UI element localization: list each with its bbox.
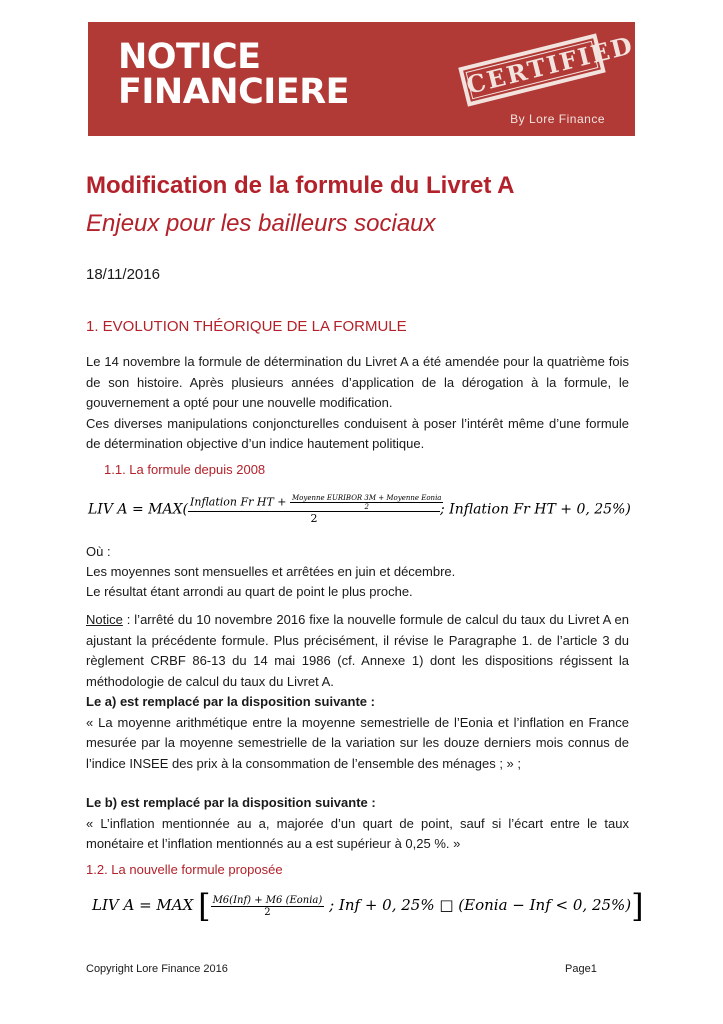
right-bracket: ] — [631, 887, 644, 925]
clause-b-block — [86, 793, 629, 855]
brand-logo — [118, 37, 350, 112]
notes-block — [86, 542, 629, 602]
formula-denominator: 2 — [310, 512, 318, 525]
notice-block — [86, 610, 629, 774]
note-line: Le résultat étant arrondi au quart de point le plus proche. — [86, 584, 413, 599]
notice-text: : l’arrêté du 10 novembre 2016 fixe la nouvelle formule de calcul du taux du Livret A en ajustant la précédente formule. Plus précisément, il révise le Paragraphe 1. de l’article 3 du règlement CRBF 86-13 du 14 mai 1986 (cf. Annexe 1) dont les dispositions régissent la méthodologie de calcul du taux du Livret A. — [86, 612, 629, 689]
formula-rhs: ; Inf + 0, 25% □ (Eonia − Inf < 0, 25%) — [329, 896, 632, 914]
footer-page-number: Page1 — [565, 963, 597, 975]
inner-denominator: 2 — [364, 503, 369, 511]
byline: By Lore Finance — [510, 112, 605, 126]
formula-numerator: M6(Inf) + M6 (Eonia) — [212, 894, 323, 906]
formula-lhs: LIV A = MAX( — [88, 501, 189, 518]
formula-fraction — [211, 895, 325, 918]
formula-new — [92, 887, 644, 925]
formula-lhs: LIV A = MAX — [92, 896, 194, 914]
notice-label: Notice — [86, 612, 123, 627]
document-title: Modification de la formule du Livret A — [86, 172, 515, 199]
inner-numerator: Moyenne EURIBOR 3M + Moyenne Eonia — [292, 494, 442, 502]
certified-stamp: CERTIFIED — [458, 33, 605, 106]
clause-b-text: « L’inflation mentionnée au a, majorée d’un quart de point, sauf si l’écart entre le taux monétaire et l’inflation mentionnés au a est supérieur à 0,25 %. » — [86, 815, 629, 851]
formula-rhs: ; Inflation Fr HT + 0, 25%) — [440, 501, 631, 518]
formula-numerator — [188, 494, 440, 512]
header-banner — [88, 22, 635, 136]
formula-2008 — [88, 494, 631, 525]
footer-copyright: Copyright Lore Finance 2016 — [86, 963, 228, 975]
paragraph: Ces diverses manipulations conjoncturelles conduisent à poser l’intérêt même d’une formule de détermination objective d’un indice hautement politique. — [86, 415, 629, 451]
clause-a-heading: Le a) est remplacé par la disposition suivante : — [86, 694, 375, 709]
clause-b-heading: Le b) est remplacé par la disposition suivante : — [86, 795, 376, 810]
section-intro — [86, 352, 629, 455]
paragraph: Le 14 novembre la formule de détermination du Livret A a été amendée pour la quatrième fois de son histoire. Après plusieurs années d’application de la dérogation à la formule, le gouvernement a opté pour une nouvelle modification. — [86, 354, 629, 410]
subsection-heading: 1.1. La formule depuis 2008 — [104, 462, 266, 477]
brand-line-1: NOTICE — [118, 37, 261, 77]
inner-fraction — [290, 494, 443, 511]
numerator-text: Inflation Fr HT + — [190, 495, 291, 509]
clause-a-text: « La moyenne arithmétique entre la moyenne semestrielle de l’Eonia et l’inflation en France mesurée par la moyenne semestrielle de la variation sur les douze derniers mois connus de l’indice INSEE des prix à la consommation de l’ensemble des ménages ; » ; — [86, 714, 629, 771]
section-heading: 1. EVOLUTION THÉORIQUE DE LA FORMULE — [86, 318, 407, 335]
formula-denominator: 2 — [264, 906, 271, 918]
ou-label: Où : — [86, 544, 111, 559]
brand-line-2: FINANCIERE — [118, 72, 350, 112]
left-bracket: [ — [198, 887, 211, 925]
note-line: Les moyennes sont mensuelles et arrêtées en juin et décembre. — [86, 564, 456, 579]
document-subtitle: Enjeux pour les bailleurs sociaux — [86, 210, 436, 237]
document-date: 18/11/2016 — [86, 266, 160, 283]
subsection-heading: 1.2. La nouvelle formule proposée — [86, 862, 283, 877]
formula-fraction — [188, 494, 440, 525]
